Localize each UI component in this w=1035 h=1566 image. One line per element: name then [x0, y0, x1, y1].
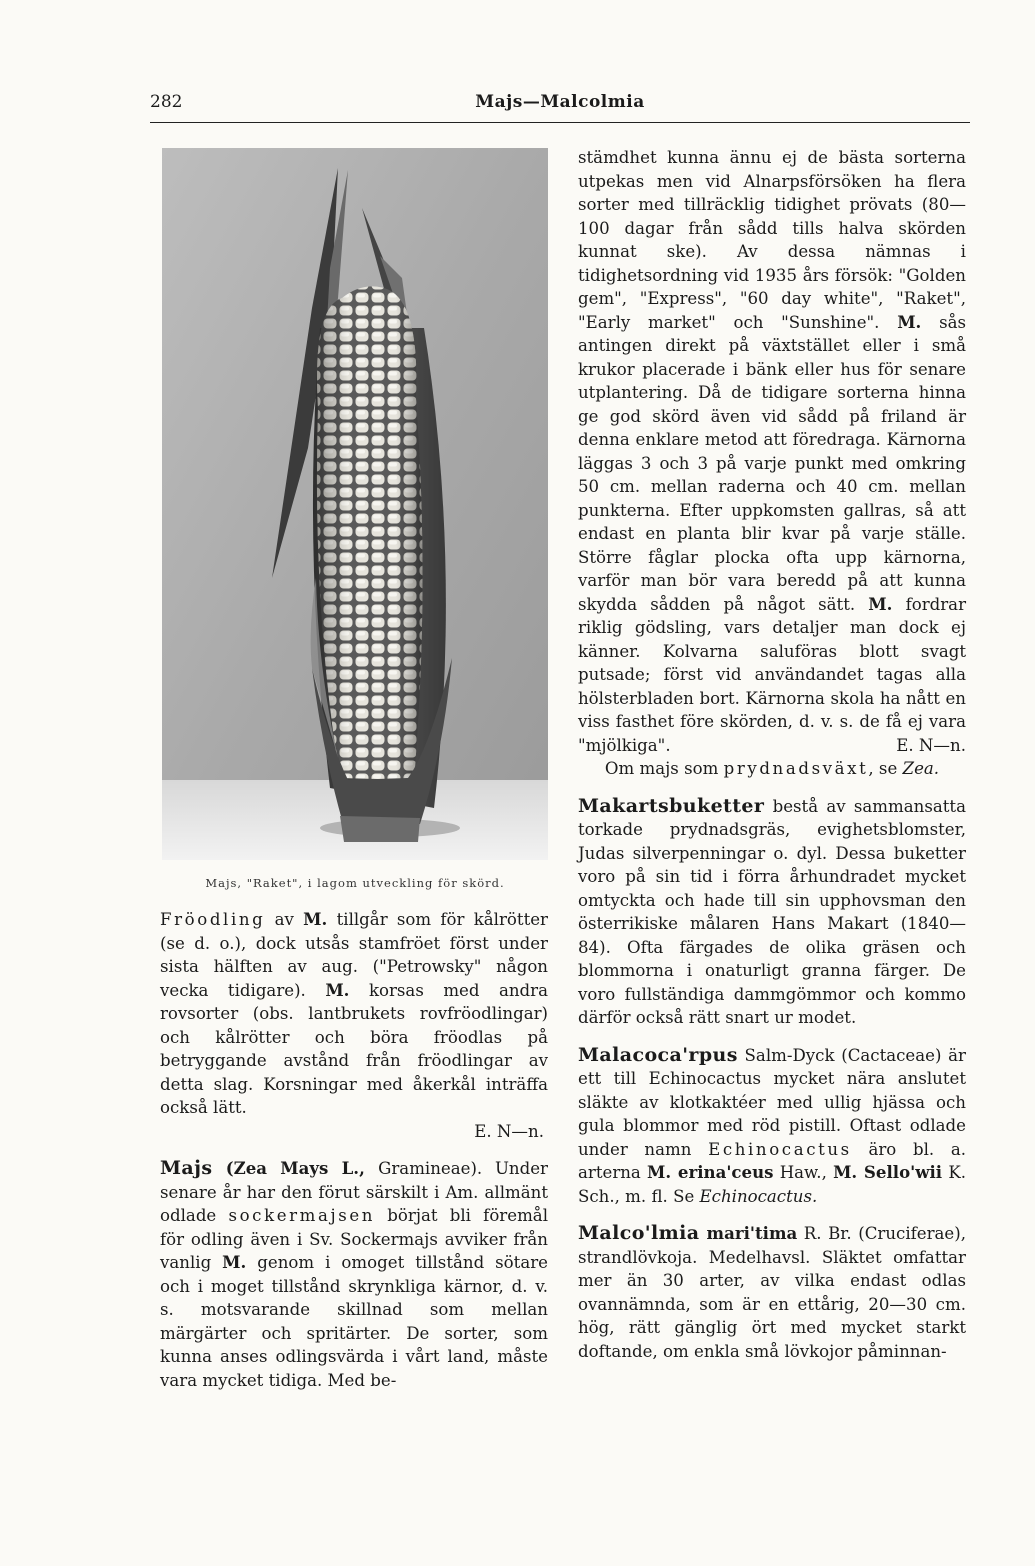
text-run: stämdhet kunna ännu ej de bästa sorterna utpekas men vid Alnarpsförsöken ha flera sorter med tillräcklig tidighet prövats (80—100 dagar från sådd tills halva skörden kunnat ske). Av dessa nämnas i tidighetsordning vid 1935 års försök: "Golden gem", "Express", "60 day white", "Raket", "Early market" och "Sunshine".: [578, 148, 966, 332]
page-number: 282: [150, 92, 183, 112]
term-sockermajsen: sockermajsen: [228, 1206, 376, 1225]
abbr-m: M.: [897, 311, 922, 332]
cross-reference: Zea.: [902, 759, 940, 778]
headword-malcolmia: Malco'lmia: [578, 1222, 700, 1244]
running-head: [150, 92, 970, 120]
abbr-m: M.: [325, 979, 350, 1000]
term-echinocactus: Echinocactus: [708, 1139, 852, 1159]
term-froodling: Fröodling: [160, 910, 266, 929]
entry-makartsbuketter: [578, 795, 966, 1030]
text-run: K. Sch., m. fl. Se: [578, 1163, 966, 1206]
text-run: bestå av sammansatta torkade prydnadsgräs, evighetsblomster, Judas silverpenningar o. dyl. Dessa buketter voro på sin tid i förra århundradet mycket omtyckta och hade till sin upphovsman den österrikiske målaren Hans Makart (1840—84). Ofta färgades de olika gräsen och blommorna i onaturligt granna färger. De voro fullständiga dammgömmor och kommo därför också rätt snart ur modet.: [578, 796, 966, 1027]
text-run: fordrar riklig gödsling, vars detaljer man dock ej känner. Kolvarna saluföras blott svagt putsade; först vid användandet tagas alla hölsterbladen bort. Kärnorna skola ha nått en viss fasthet före skörden, d. v. s. de få ej vara "mjölkiga".: [578, 594, 967, 755]
see-also-line: [578, 757, 966, 781]
text-run: tillgår som för kålrötter (se d. o.), dock utsås stamfröet först under sista hälften av aug. ("Petrowsky" någon vecka tidigare).: [160, 910, 548, 1000]
text-run: sås antingen direkt på växtstället eller i små krukor placerade i bänk eller hus för senare utplantering. Då de tidigare sorterna hinna ge god skörd även vid sådd på friland är denna enklare metod att föredraga. Kärnorna läggas 3 och 3 på varje punkt med omkring 50 cm. mellan raderna och 40 cm. mellan punkterna. Efter uppkomsten gallras, så att endast en planta blir kvar på varje ställe. Större fåglar plocka ofta upp kärnorna, varför man bör vara beredd på att kunna skydda sådden på något sätt.: [578, 312, 966, 614]
term-prydnadsvaxt: prydnadsväxt: [723, 759, 869, 778]
corn-photo: [162, 148, 548, 860]
taxon: (Zea Mays L.,: [212, 1158, 379, 1178]
page-title: Majs—Malcolmia: [475, 92, 645, 112]
text-run: R. Br. (Cruciferae), strandlövkoja. Medelhavsl. Släktet omfattar mer än 30 arter, av vilka endast odlas ovannämnda, som är en ettårig, 20—30 cm. hög, rätt gänglig ört med mycket starkt doftande, om enkla små lövkojor påminnan-: [578, 1224, 966, 1361]
species-name: M. Sello'wii: [833, 1162, 943, 1182]
headword-majs: Majs: [160, 1157, 213, 1179]
text-run: , se: [868, 759, 903, 778]
text-run: genom i omoget tillstånd sötare och i moget tillstånd skrynkliga kärnor, d. v. s. motsvarande skillnad som mellan märgärter och spritärter. De sorter, som kunna anses odlingsvärda i vårt land, måste vara mycket tidiga. Med be-: [160, 1253, 548, 1390]
species-name: M. erina'ceus: [647, 1162, 774, 1182]
text-run: Salm-Dyck (Cactaceae) är ett till Echinocactus mycket nära anslutet släkte av klotkaktéer med ullig hjässa och gula blommor med röd pistill. Oftast odlade under namn: [578, 1045, 966, 1159]
text-run: Haw.,: [773, 1163, 834, 1182]
signature: E. N—n.: [474, 1121, 544, 1141]
header-rule: [150, 122, 970, 123]
text-run: korsas med andra rovsorter (obs. lantbrukets rovfröodlingar) och kålrötter och böra fröodlas på betryggande avstånd från fröodlingar av detta slag. Korsningar med åkerkål inträffa också lätt.: [160, 980, 548, 1117]
entry-malacocarpus: [578, 1044, 966, 1209]
entry-majs-continued: [578, 146, 966, 757]
cross-reference: Echinocactus.: [699, 1186, 818, 1206]
abbr-m: M.: [868, 593, 893, 614]
abbr-m: M.: [222, 1252, 247, 1272]
entry-malcolmia: [578, 1222, 966, 1363]
headword-malacocarpus: Malacoca'rpus: [578, 1043, 738, 1066]
abbr-m: M.: [303, 909, 328, 929]
headword-makartsbuketter: Makartsbuketter: [578, 794, 765, 817]
text-run: äro bl. a. arterna: [578, 1139, 966, 1182]
signature-row: [160, 1120, 548, 1144]
entry-froodling: [160, 908, 548, 1120]
text-run: Gramineae). Under senare år har den förut särskilt i Am. allmänt odlade: [160, 1159, 548, 1225]
right-column: [578, 146, 966, 1363]
entry-majs: [160, 1157, 548, 1392]
text-run: av: [265, 910, 304, 929]
text-run: Om majs som: [604, 759, 724, 778]
text-run: börjat bli föremål för odling även i Sv. Sockermajs avviker från vanlig: [160, 1206, 548, 1272]
signature: E. N—n.: [896, 735, 966, 755]
species-name: mari'tima: [699, 1223, 798, 1243]
left-column: [160, 908, 548, 1392]
figure-caption: Majs, "Raket", i lagom utveckling för skörd.: [205, 876, 505, 890]
